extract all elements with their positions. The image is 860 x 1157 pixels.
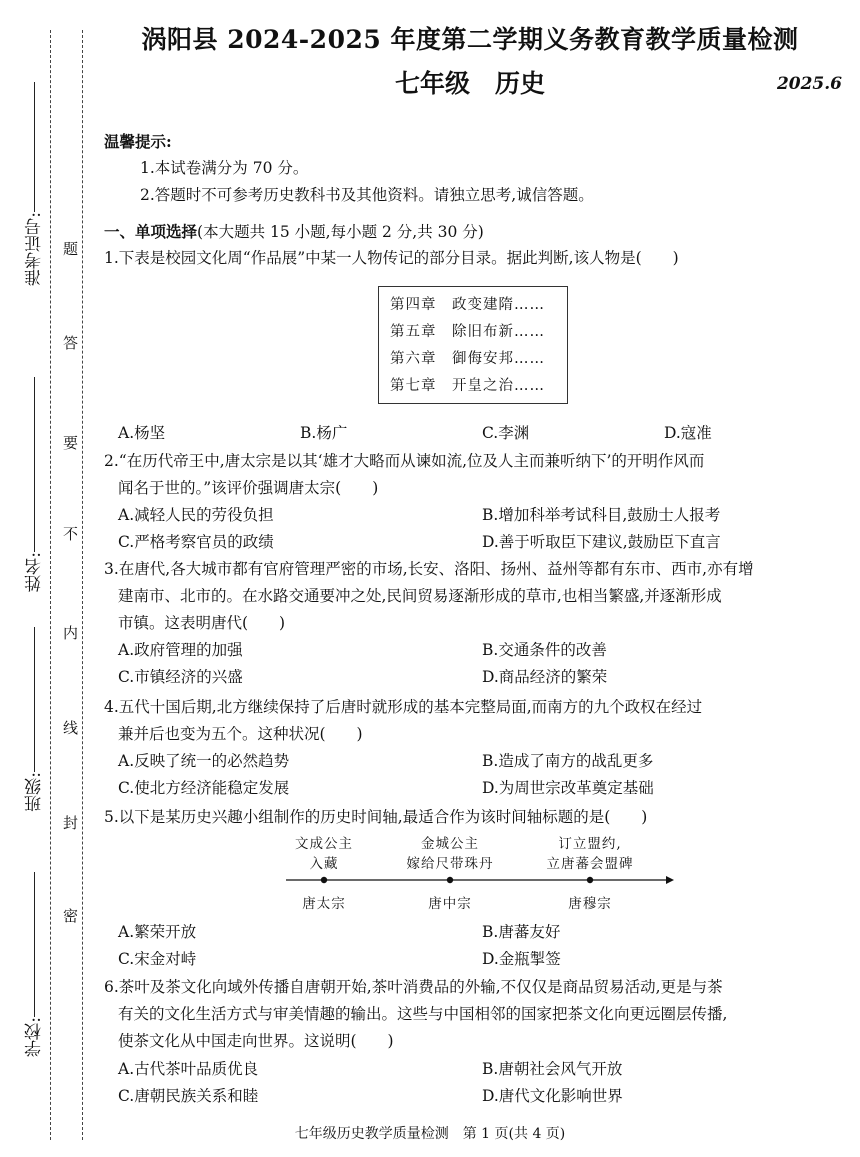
seal-char: 封 [63,814,79,832]
timeline-event-label: 订立盟约, [558,836,622,852]
seal-char: 题 [63,240,79,258]
question-4-stem: 兼并后也变为五个。这种状况( ) [118,725,363,743]
q1-option-d[interactable]: D.寇准 [664,424,712,442]
q6-option-b[interactable]: B.唐朝社会风气开放 [482,1060,623,1078]
q6-option-d[interactable]: D.唐代文化影响世界 [482,1087,623,1105]
q4-option-b[interactable]: B.造成了南方的战乱更多 [482,752,654,770]
seal-char: 密 [63,907,79,925]
q1-option-c[interactable]: C.李渊 [482,424,530,442]
page-footer: 七年级历史教学质量检测 第 1 页(共 4 页) [294,1126,566,1142]
seal-char: 要 [63,434,79,452]
q5-option-c[interactable]: C.宋金对峙 [118,950,197,968]
question-6-stem: 有关的文化生活方式与审美情趣的输出。这些与中国相邻的国家把茶文化向更远圈层传播, [118,1005,728,1023]
q3-option-c[interactable]: C.市镇经济的兴盛 [118,668,243,686]
q6-option-c[interactable]: C.唐朝民族关系和睦 [118,1087,259,1105]
section-title: 一、单项选择 [104,222,198,241]
q3-option-b[interactable]: B.交通条件的改善 [482,641,607,659]
question-3-stem: 建南市、北市的。在水路交通要冲之处,民间贸易逐渐形成的草市,也相当繁盛,并逐渐形成 [118,587,722,605]
class-field[interactable] [22,625,47,812]
question-3-stem: 市镇。这表明唐代( ) [118,614,286,632]
binding-line-outer [50,30,51,1140]
q3-option-d[interactable]: D.商品经济的繁荣 [482,668,608,686]
seal-char: 内 [63,624,79,642]
toc-entry: 第七章 开皇之治…… [390,378,545,394]
q3-option-a[interactable]: A.政府管理的加强 [118,641,243,659]
school-underline [34,872,35,1017]
section-heading [104,220,484,242]
exam-number-label: 准考证号: [25,212,45,286]
timeline-event-label: 入藏 [309,856,339,872]
name-underline [34,377,35,552]
exam-number-underline [34,82,35,212]
section-note: (本大题共 15 小题,每小题 2 分,共 30 分) [197,223,484,241]
question-5-stem: 5.以下是某历史兴趣小组制作的历史时间轴,最适合作为该时间轴标题的是( ) [104,808,648,826]
notice-item: 1.本试卷满分为 70 分。 [140,159,309,177]
biography-toc-box [378,286,568,404]
question-1-stem: 1.下表是校园文化周“作品展”中某一人物传记的部分目录。据此判断,该人物是( ) [104,249,679,267]
seal-char: 线 [63,719,79,737]
timeline-emperor: 唐中宗 [428,896,472,912]
toc-entry: 第五章 除旧布新…… [390,324,545,340]
school-field[interactable] [22,870,47,1057]
binding-line-inner [82,30,83,1140]
notice-heading: 温馨提示: [104,132,172,151]
notice-item: 2.答题时不可参考历史教科书及其他资料。请独立思考,诚信答题。 [140,186,594,204]
q6-option-a[interactable]: A.古代茶叶品质优良 [118,1060,259,1078]
school-label: 学校: [25,1017,45,1057]
timeline-event-label: 嫁给尺带珠丹 [406,856,494,872]
question-4-stem: 4.五代十国后期,北方继续保持了后唐时就形成的基本完整局面,而南方的九个政权在经过 [104,698,703,716]
exam-date: 2025.6 [776,74,842,94]
timeline-axis [280,872,680,888]
class-underline [34,627,35,772]
q5-option-a[interactable]: A.繁荣开放 [118,923,197,941]
q1-option-a[interactable]: A.杨坚 [118,424,166,442]
timeline-emperor: 唐穆宗 [568,896,612,912]
timeline-event-label: 文成公主 [295,836,353,852]
q1-option-b[interactable]: B.杨广 [300,424,348,442]
question-6-stem: 6.茶叶及茶文化向域外传播自唐朝开始,茶叶消费品的外输,不仅仅是商品贸易活动,更是与茶 [104,978,723,996]
question-3-stem: 3.在唐代,各大城市都有官府管理严密的市场,长安、洛阳、扬州、益州等都有东市、西市,亦有增 [104,560,754,578]
q5-option-d[interactable]: D.金瓶掣签 [482,950,561,968]
toc-entry: 第六章 御侮安邦…… [390,351,545,367]
seal-char: 答 [63,334,79,352]
question-2-stem: 2.“在历代帝王中,唐太宗是以其‘雄才大略而从谏如流,位及人主而兼听纳下’的开明作风而 [104,452,705,470]
q2-option-b[interactable]: B.增加科举考试科目,鼓励士人报考 [482,506,721,524]
seal-char: 不 [63,525,79,543]
exam-title: 涡阳县 2024-2025 年度第二学期义务教育教学质量检测 [141,25,799,54]
timeline-event-label: 立唐蕃会盟碑 [546,856,634,872]
question-6-stem: 使茶文化从中国走向世界。这说明( ) [118,1032,394,1050]
q5-option-b[interactable]: B.唐蕃友好 [482,923,561,941]
exam-subtitle: 七年级 历史 [394,69,545,98]
q2-option-d[interactable]: D.善于听取臣下建议,鼓励臣下直言 [482,533,721,551]
q4-option-c[interactable]: C.使北方经济能稳定发展 [118,779,290,797]
exam-number-field[interactable] [22,80,47,286]
q4-option-a[interactable]: A.反映了统一的必然趋势 [118,752,290,770]
toc-entry: 第四章 政变建隋…… [390,297,545,313]
name-label: 姓名: [25,552,45,592]
q2-option-c[interactable]: C.严格考察官员的政绩 [118,533,274,551]
timeline-emperor: 唐太宗 [302,896,346,912]
timeline-event-label: 金城公主 [421,836,479,852]
q4-option-d[interactable]: D.为周世宗改革奠定基础 [482,779,654,797]
name-field[interactable] [22,375,47,592]
class-label: 班级: [25,772,45,812]
q2-option-a[interactable]: A.减轻人民的劳役负担 [118,506,274,524]
question-2-stem: 闻名于世的。”该评价强调唐太宗( ) [118,479,379,497]
